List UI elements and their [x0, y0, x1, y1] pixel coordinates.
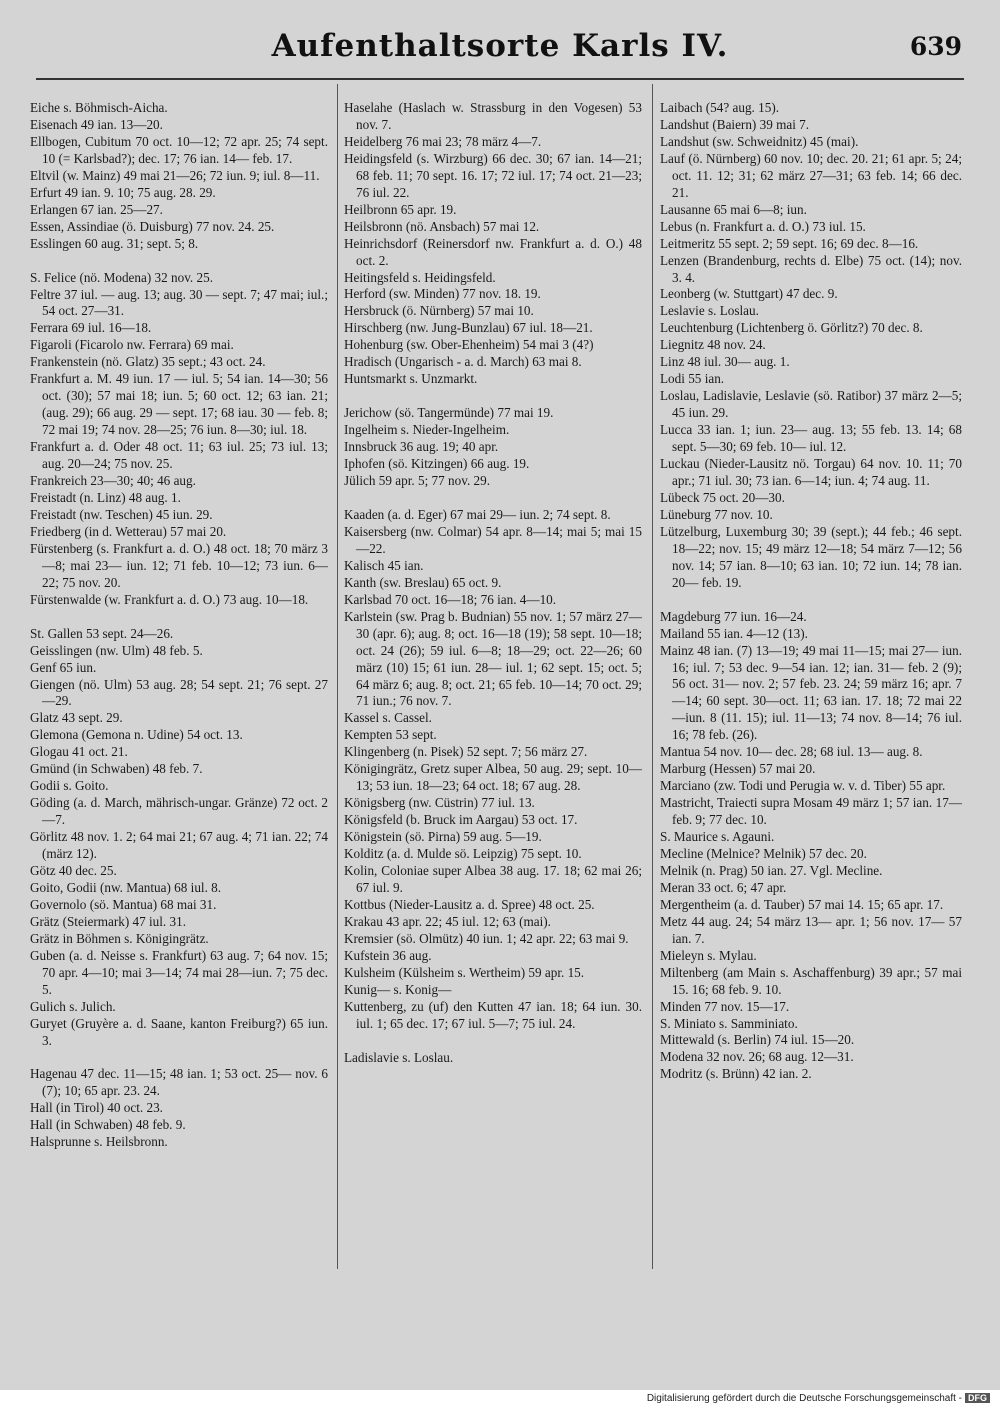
entry-gap: [344, 1033, 642, 1050]
index-entry: Minden 77 nov. 15—17.: [660, 998, 790, 1014]
index-entry: Kolditz (a. d. Mulde sö. Leipzig) 75 sept. 10.: [344, 846, 582, 862]
index-entry: Hohenburg (sw. Ober-Ehenheim) 54 mai 3 (4?): [344, 337, 594, 353]
index-entry: Klingenberg (n. Pisek) 52 sept. 7; 56 märz 27.: [344, 744, 588, 760]
page-number: 639: [909, 32, 962, 61]
index-entry: Görlitz 48 nov. 1. 2; 64 mai 21; 67 aug. 4; 71 ian. 22; 74 (märz 12).: [30, 829, 328, 862]
index-entry: Göding (a. d. March, mährisch-ungar. Gränze) 72 oct. 2—7.: [30, 795, 328, 828]
index-entry: Kalisch 45 ian.: [344, 557, 424, 573]
index-entry: Kempten 53 sept.: [344, 727, 437, 743]
index-entry: Marburg (Hessen) 57 mai 20.: [660, 761, 816, 777]
index-entry: Ferrara 69 iul. 16—18.: [30, 320, 152, 336]
index-entry: Mantua 54 nov. 10— dec. 28; 68 iul. 13— aug. 8.: [660, 744, 923, 760]
index-entry: Mailand 55 ian. 4—12 (13).: [660, 625, 808, 641]
index-entry: Leonberg (w. Stuttgart) 47 dec. 9.: [660, 286, 838, 302]
index-entry: Karlstein (sw. Prag b. Budnian) 55 nov. 1; 57 märz 27—30 (apr. 6); aug. 8; oct. 16—18 (19); 58 sept. 10—18; oct. 24 (26); 59 iul. 6—8; 18—29; oct. 22—26; 60 märz (10) 15; 61 iun. 28— iul. 1; 62 sept. 15; oct. 5; 64 märz 6; aug. 8; oct. 21; 65 feb. 10—14; 70 oct. 29; 71 iun.; 76 nov. 7.: [344, 608, 642, 709]
index-entry: Miltenberg (am Main s. Aschaffenburg) 39 apr.; 57 mai 15. 16; 68 feb. 9. 10.: [660, 964, 962, 997]
index-entry: Huntsmarkt s. Unzmarkt.: [344, 371, 478, 387]
entry-gap: [660, 592, 962, 609]
index-entry: Lüneburg 77 nov. 10.: [660, 506, 773, 522]
index-entry: Guben (a. d. Neisse s. Frankfurt) 63 aug. 7; 64 nov. 15; 70 apr. 4—10; mai 3—14; 74 mai 28—iun. 7; 75 dec. 5.: [30, 947, 328, 997]
index-entry: Götz 40 dec. 25.: [30, 862, 117, 878]
index-entry: Grätz (Steiermark) 47 iul. 31.: [30, 913, 187, 929]
footer-credit: [647, 1393, 990, 1404]
index-entry: Jerichow (sö. Tangermünde) 77 mai 19.: [344, 405, 554, 421]
index-entry: Königstein (sö. Pirna) 59 aug. 5—19.: [344, 829, 542, 845]
dfg-logo: DFG: [965, 1393, 990, 1403]
index-entry: Mergentheim (a. d. Tauber) 57 mai 14. 15; 65 apr. 17.: [660, 896, 944, 912]
index-entry: Marciano (zw. Todi und Perugia w. v. d. Tiber) 55 apr.: [660, 778, 946, 794]
index-entry: Giengen (nö. Ulm) 53 aug. 28; 54 sept. 21; 76 sept. 27—29.: [30, 676, 328, 709]
index-entry: Laibach (54? aug. 15).: [660, 100, 780, 115]
index-entry: S. Maurice s. Agauni.: [660, 829, 775, 845]
index-entry: Mainz 48 ian. (7) 13—19; 49 mai 11—15; mai 27— iun. 16; iul. 7; 53 dec. 9—54 ian. 12; ian. 31— feb. 2 (9); 56 oct. 31— nov. 2; 57 feb. 23. 24; 59 märz 16; apr. 7—14; 60 sept. 30—oct. 11; 63 ian. 17. 18; 72 mai 22—iun. 8 (11. 15); iul. 11—13; 74 nov. 8—14; 76 iul. 16; 78 feb. (26).: [660, 642, 962, 743]
index-entry: Hagenau 47 dec. 11—15; 48 ian. 1; 53 oct. 25— nov. 6 (7); 10; 65 apr. 23. 24.: [30, 1066, 328, 1099]
entry-gap: [30, 609, 328, 626]
index-entry: Grätz in Böhmen s. Königingrätz.: [30, 930, 209, 946]
index-entry: Lucca 33 ian. 1; iun. 23— aug. 13; 55 feb. 13. 14; 68 sept. 5—30; 69 feb. 10— iul. 12.: [660, 422, 962, 455]
index-entry: Karlsbad 70 oct. 16—18; 76 ian. 4—10.: [344, 591, 557, 607]
index-entry: Lenzen (Brandenburg, rechts d. Elbe) 75 oct. (14); nov. 3. 4.: [660, 252, 962, 285]
index-entry: Ingelheim s. Nieder-Ingelheim.: [344, 422, 510, 438]
index-entry: Heidingsfeld (s. Wirzburg) 66 dec. 30; 67 ian. 14—21; 68 feb. 11; 70 sept. 16. 17; 72 iul. 17; 74 oct. 21—23; 76 iul. 22.: [344, 150, 642, 200]
index-entry: Lodi 55 ian.: [660, 371, 725, 387]
index-entry: Halsprunne s. Heilsbronn.: [30, 1134, 168, 1150]
index-entry: Hall (in Schwaben) 48 feb. 9.: [30, 1117, 186, 1133]
page-title: Aufenthaltsorte Karls IV.: [271, 28, 729, 64]
index-entry: Mittewald (s. Berlin) 74 iul. 15—20.: [660, 1032, 855, 1048]
index-entry: Leitmeritz 55 sept. 2; 59 sept. 16; 69 dec. 8—16.: [660, 235, 919, 251]
index-entry: Goito, Godii (nw. Mantua) 68 iul. 8.: [30, 879, 222, 895]
index-entry: Kremsier (sö. Olmütz) 40 iun. 1; 42 apr. 22; 63 mai 9.: [344, 930, 629, 946]
index-entry: Haselahe (Haslach w. Strassburg in den Vogesen) 53 nov. 7.: [344, 100, 642, 132]
index-entry: Frankreich 23—30; 40; 46 aug.: [30, 473, 196, 489]
index-entry: Lebus (n. Frankfurt a. d. O.) 73 iul. 15.: [660, 218, 866, 234]
index-entry: Eiche s. Böhmisch-Aicha.: [30, 100, 168, 115]
index-entry: Melnik (n. Prag) 50 ian. 27. Vgl. Mecline.: [660, 862, 883, 878]
index-entry: Frankfurt a. M. 49 iun. 17 — iul. 5; 54 ian. 14—30; 56 oct. (30); 57 mai 18; iun. 5; 60 oct. 12; 63 ian. 21; (aug. 29); 66 aug. 29 — sept. 17; 68 iau. 30 — feb. 8; 72 mai 19; 74 nov. 28—25; 76 iun. 8—30; iul. 18.: [30, 371, 328, 438]
index-entry: Ellbogen, Cubitum 70 oct. 10—12; 72 apr. 25; 74 sept. 10 (= Karlsbad?); dec. 17; 76 ian. 14— feb. 17.: [30, 133, 328, 166]
index-entry: Kassel s. Cassel.: [344, 710, 432, 726]
index-entry: Frankenstein (nö. Glatz) 35 sept.; 43 oct. 24.: [30, 354, 266, 370]
index-entry: Essen, Assindiae (ö. Duisburg) 77 nov. 24. 25.: [30, 218, 275, 234]
index-entry: Mecline (Melnice? Melnik) 57 dec. 20.: [660, 845, 867, 861]
index-entry: Krakau 43 apr. 22; 45 iul. 12; 63 (mai).: [344, 913, 551, 929]
index-entry: Iphofen (sö. Kitzingen) 66 aug. 19.: [344, 456, 530, 472]
index-entry: Jülich 59 apr. 5; 77 nov. 29.: [344, 473, 491, 489]
entry-gap: [344, 490, 642, 507]
index-entry: Lausanne 65 mai 6—8; iun.: [660, 201, 807, 217]
index-entry: Hirschberg (nw. Jung-Bunzlau) 67 iul. 18—21.: [344, 320, 593, 336]
index-entry: Glatz 43 sept. 29.: [30, 710, 123, 726]
index-entry: Loslau, Ladislavie, Leslavie (sö. Ratibor) 37 märz 2—5; 45 iun. 29.: [660, 388, 962, 421]
index-entry: Frankfurt a. d. Oder 48 oct. 11; 63 iul. 25; 73 iul. 13; aug. 20—24; 75 nov. 25.: [30, 439, 328, 472]
index-entry: Hradisch (Ungarisch - a. d. March) 63 mai 8.: [344, 354, 582, 370]
index-entry: Königsfeld (b. Bruck im Aargau) 53 oct. 17.: [344, 812, 578, 828]
entry-gap: [30, 253, 328, 270]
index-entry: Heilsbronn (nö. Ansbach) 57 mai 12.: [344, 218, 540, 234]
index-entry: Geisslingen (nw. Ulm) 48 feb. 5.: [30, 642, 203, 658]
index-entry: Fürstenwalde (w. Frankfurt a. d. O.) 73 aug. 10—18.: [30, 591, 309, 607]
index-entry: Linz 48 iul. 30— aug. 1.: [660, 354, 790, 370]
index-entry: Gulich s. Julich.: [30, 998, 116, 1014]
index-entry: Fürstenberg (s. Frankfurt a. d. O.) 48 oct. 18; 70 märz 3—8; mai 23— iun. 12; 71 feb. 10—12; 73 iun. 6—22; 75 nov. 20.: [30, 540, 328, 590]
index-entry: Gmünd (in Schwaben) 48 feb. 7.: [30, 761, 203, 777]
index-entry: Luckau (Nieder-Lausitz nö. Torgau) 64 nov. 10. 11; 70 apr.; 71 iul. 30; 73 ian. 6—14; iun. 4; 74 aug. 11.: [660, 456, 962, 488]
entry-gap: [344, 388, 642, 405]
column-divider: [337, 84, 338, 1269]
index-entry: Metz 44 aug. 24; 54 märz 13— apr. 1; 56 nov. 17— 57 ian. 7.: [660, 913, 962, 946]
index-entry: Liegnitz 48 nov. 24.: [660, 337, 766, 353]
index-entry: Modritz (s. Brünn) 42 ian. 2.: [660, 1066, 812, 1082]
index-entry: Kunig— s. Konig—: [344, 981, 452, 997]
index-entry: Genf 65 iun.: [30, 659, 97, 675]
index-entry: Hersbruck (ö. Nürnberg) 57 mai 10.: [344, 303, 534, 319]
index-entry: Esslingen 60 aug. 31; sept. 5; 8.: [30, 235, 199, 251]
entry-gap: [30, 1049, 328, 1066]
index-entry: Kulsheim (Külsheim s. Wertheim) 59 apr. 15.: [344, 964, 585, 980]
index-entry: Feltre 37 iul. — aug. 13; aug. 30 — sept. 7; 47 mai; iul.; 54 oct. 27—31.: [30, 286, 328, 319]
index-entry: Lübeck 75 oct. 20—30.: [660, 489, 785, 505]
index-entry: Leslavie s. Loslau.: [660, 303, 759, 319]
index-entry: S. Felice (nö. Modena) 32 nov. 25.: [30, 269, 214, 285]
index-entry: Kufstein 36 aug.: [344, 947, 432, 963]
index-entry: Mieleyn s. Mylau.: [660, 947, 757, 963]
index-entry: Hall (in Tirol) 40 oct. 23.: [30, 1100, 163, 1116]
index-entry: Freistadt (n. Linz) 48 aug. 1.: [30, 489, 181, 505]
index-entry: Innsbruck 36 aug. 19; 40 apr.: [344, 439, 499, 455]
index-entry: Kottbus (Nieder-Lausitz a. d. Spree) 48 oct. 25.: [344, 896, 595, 912]
index-entry: Heilbronn 65 apr. 19.: [344, 201, 457, 217]
index-entry: Leuchtenburg (Lichtenberg ö. Görlitz?) 70 dec. 8.: [660, 320, 923, 336]
index-entry: Governolo (sö. Mantua) 68 mai 31.: [30, 896, 217, 912]
index-entry: Glogau 41 oct. 21.: [30, 744, 128, 760]
index-entry: Erfurt 49 ian. 9. 10; 75 aug. 28. 29.: [30, 184, 216, 200]
index-entry: Eisenach 49 ian. 13—20.: [30, 116, 163, 132]
index-column-2: [344, 100, 642, 1066]
index-entry: Erlangen 67 ian. 25—27.: [30, 201, 163, 217]
index-entry: Lauf (ö. Nürnberg) 60 nov. 10; dec. 20. 21; 61 apr. 5; 24; oct. 11. 12; 31; 62 märz 27—31; 63 feb. 14; 66 dec. 21.: [660, 150, 962, 200]
index-column-3: [660, 100, 962, 1083]
index-entry: Kuttenberg, zu (uf) den Kutten 47 ian. 18; 64 iun. 30. iul. 1; 65 dec. 17; 67 iul. 5—7; 75 iul. 24.: [344, 998, 642, 1031]
index-entry: Landshut (Baiern) 39 mai 7.: [660, 116, 810, 132]
index-entry: Landshut (sw. Schweidnitz) 45 (mai).: [660, 133, 859, 149]
index-entry: Königingrätz, Gretz super Albea, 50 aug. 29; sept. 10—13; 53 iun. 18—23; 64 oct. 18; 67 aug. 28.: [344, 761, 642, 794]
index-entry: Heitingsfeld s. Heidingsfeld.: [344, 269, 496, 285]
index-entry: St. Gallen 53 sept. 24—26.: [30, 625, 174, 641]
index-entry: Heinrichsdorf (Reinersdorf nw. Frankfurt a. d. O.) 48 oct. 2.: [344, 235, 642, 268]
index-entry: Kolin, Coloniae super Albea 38 aug. 17. 18; 62 mai 26; 67 iul. 9.: [344, 862, 642, 895]
index-entry: Glemona (Gemona n. Udine) 54 oct. 13.: [30, 727, 243, 743]
index-entry: S. Miniato s. Samminiato.: [660, 1015, 798, 1031]
column-divider: [652, 84, 653, 1269]
footer-text: Digitalisierung gefördert durch die Deutsche Forschungsgemeinschaft -: [646, 1393, 962, 1404]
index-entry: Kaisersberg (nw. Colmar) 54 apr. 8—14; mai 5; mai 15—22.: [344, 523, 642, 556]
index-entry: Friedberg (in d. Wetterau) 57 mai 20.: [30, 523, 227, 539]
index-entry: Godii s. Goito.: [30, 778, 109, 794]
index-entry: Mastricht, Traiecti supra Mosam 49 märz 1; 57 ian. 17— feb. 9; 77 dec. 10.: [660, 795, 962, 828]
index-entry: Königsberg (nw. Cüstrin) 77 iul. 13.: [344, 795, 535, 811]
index-entry: Figaroli (Ficarolo nw. Ferrara) 69 mai.: [30, 337, 234, 353]
header-rule: [36, 78, 964, 80]
index-entry: Ladislavie s. Loslau.: [344, 1049, 454, 1065]
index-entry: Kanth (sw. Breslau) 65 oct. 9.: [344, 574, 502, 590]
index-entry: Meran 33 oct. 6; 47 apr.: [660, 879, 787, 895]
index-entry: Heidelberg 76 mai 23; 78 märz 4—7.: [344, 133, 542, 149]
index-entry: Kaaden (a. d. Eger) 67 mai 29— iun. 2; 74 sept. 8.: [344, 506, 611, 522]
index-entry: Magdeburg 77 iun. 16—24.: [660, 608, 807, 624]
index-entry: Eltvil (w. Mainz) 49 mai 21—26; 72 iun. 9; iul. 8—11.: [30, 167, 320, 183]
index-entry: Guryet (Gruyère a. d. Saane, kanton Freiburg?) 65 iun. 3.: [30, 1015, 328, 1048]
index-entry: Lützelburg, Luxemburg 30; 39 (sept.); 44 feb.; 46 sept. 18—22; nov. 15; 49 märz 12—18; 54 märz 7—12; 56 nov. 14; 57 ian. 8—10; 63 ian. 10; 72 iun. 14; 78 ian. 20— feb. 19.: [660, 523, 962, 590]
index-column-1: [30, 100, 328, 1151]
index-entry: Herford (sw. Minden) 77 nov. 18. 19.: [344, 286, 541, 302]
index-entry: Modena 32 nov. 26; 68 aug. 12—31.: [660, 1049, 854, 1065]
index-entry: Freistadt (nw. Teschen) 45 iun. 29.: [30, 506, 213, 522]
